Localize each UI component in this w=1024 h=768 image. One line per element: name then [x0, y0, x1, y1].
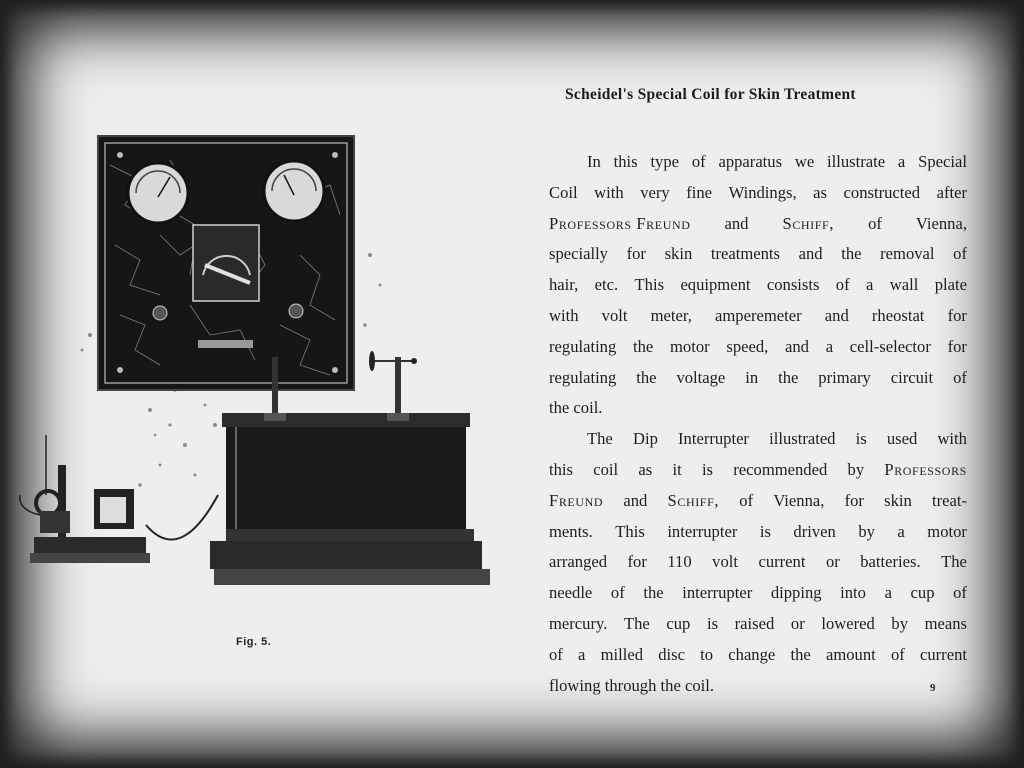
text-word: treatments — [710, 244, 781, 264]
text-word: needle — [549, 583, 593, 603]
text-word: primary — [818, 367, 871, 387]
text-word: regulating — [549, 367, 617, 387]
text-word: we — [794, 152, 815, 171]
text-word: plate — [934, 275, 967, 295]
text-line — [549, 332, 967, 363]
text-word: constructed — [843, 182, 921, 202]
text-word: 110 — [667, 552, 692, 572]
small-caps-name: Professors Freund — [549, 213, 691, 233]
text-word: Vienna, — [773, 490, 825, 510]
text-line — [549, 301, 967, 332]
text-word: Coil — [549, 182, 578, 202]
text-word: consists — [766, 275, 820, 295]
text-line — [549, 393, 967, 424]
text-word: after — [936, 182, 967, 202]
text-word: etc. — [594, 275, 619, 295]
text-word: of — [953, 244, 967, 264]
text-word: with — [549, 305, 579, 325]
text-word: the — [643, 583, 664, 603]
text-word: a — [578, 644, 586, 664]
text-word: by — [891, 613, 908, 633]
text-word: of — [868, 213, 882, 233]
small-caps-name: Professors — [884, 459, 967, 479]
text-word: of — [953, 367, 967, 387]
text-word: by — [858, 521, 875, 541]
text-word: This — [634, 275, 665, 295]
small-caps-name: Schiff, — [782, 213, 835, 233]
volt-meter-dial — [128, 163, 188, 223]
text-word: speed, — [726, 336, 769, 356]
text-line — [549, 270, 967, 301]
text-word: the — [790, 644, 811, 664]
text-word: of — [691, 152, 706, 171]
text-line — [549, 209, 967, 240]
text-word: it — [672, 459, 682, 479]
text-word: driven — [793, 521, 836, 541]
text-word: The — [623, 613, 650, 633]
text-word: of — [890, 644, 905, 664]
text-word: or — [790, 613, 805, 633]
text-word: hair, — [549, 275, 579, 295]
text-word: amperemeter — [715, 305, 802, 325]
text-word: current — [758, 552, 806, 572]
text-line — [549, 147, 967, 178]
text-word: and — [785, 336, 809, 356]
text-word: a — [866, 275, 874, 295]
text-word: illustrated — [769, 429, 836, 449]
text-line — [549, 547, 967, 578]
text-word: meter, — [650, 305, 692, 325]
text-line — [549, 609, 967, 640]
text-line — [549, 424, 967, 455]
text-word: to — [700, 644, 714, 664]
text-word: lowered — [821, 613, 875, 633]
text-word: this — [613, 152, 638, 171]
text-line — [549, 640, 967, 671]
text-word: the — [633, 336, 654, 356]
text-word: for — [626, 244, 646, 264]
text-word: the — [636, 367, 657, 387]
text-word: into — [840, 583, 866, 603]
text-word: volt — [601, 305, 628, 325]
text-word: is — [706, 613, 719, 633]
text-word: is — [701, 459, 714, 479]
text-word: wall — [889, 275, 919, 295]
text-word: amount — [825, 644, 876, 664]
text-line — [549, 455, 967, 486]
text-word: disc — [658, 644, 685, 664]
text-word: a — [825, 336, 834, 356]
text-word: In — [587, 152, 601, 171]
text-word: raised — [734, 613, 775, 633]
text-word: current — [919, 644, 967, 664]
text-word: Special — [918, 152, 967, 171]
text-line — [549, 671, 967, 702]
text-word: the — [778, 367, 799, 387]
text-word: milled — [600, 644, 644, 664]
text-line — [549, 517, 967, 548]
text-word: interrupter — [682, 583, 753, 603]
text-word: for — [627, 552, 647, 572]
text-word: equipment — [680, 275, 751, 295]
text-word: voltage — [676, 367, 726, 387]
text-word: very — [640, 182, 670, 202]
text-word: a — [897, 152, 906, 171]
text-word: apparatus — [718, 152, 783, 171]
text-word: interrupter — [667, 521, 738, 541]
text-word: change — [728, 644, 776, 664]
text-run: the coil. — [549, 398, 603, 418]
text-word: with — [937, 429, 967, 449]
text-word: for — [844, 490, 864, 510]
text-word: coil — [593, 459, 619, 479]
text-word: regulating — [549, 336, 617, 356]
text-word: rheostat — [871, 305, 925, 325]
text-word: mercury. — [549, 613, 608, 633]
text-word: The — [587, 429, 613, 449]
text-word: illustrate — [827, 152, 886, 171]
text-word: of — [835, 275, 850, 295]
text-word: motor — [670, 336, 710, 356]
text-word: means — [924, 613, 967, 633]
text-word: and — [623, 490, 648, 510]
text-word: with — [594, 182, 624, 202]
text-word: and — [798, 244, 823, 264]
text-word: as — [638, 459, 653, 479]
text-word: by — [847, 459, 865, 479]
text-word: skin — [664, 244, 693, 264]
text-word: of — [953, 583, 967, 603]
text-word: recommended — [733, 459, 828, 479]
text-line — [549, 578, 967, 609]
text-word: of — [610, 583, 625, 603]
text-word: of — [739, 490, 754, 510]
body-text — [549, 147, 967, 701]
paragraph-1 — [549, 147, 967, 424]
text-word: dipping — [770, 583, 822, 603]
wall-plate — [98, 136, 354, 390]
text-word: motor — [927, 521, 967, 541]
text-word: cup — [910, 583, 935, 603]
text-word: volt — [712, 552, 738, 572]
text-word: This — [615, 521, 645, 541]
text-line — [549, 486, 967, 517]
text-word: a — [884, 583, 892, 603]
text-word: for — [947, 336, 967, 356]
text-word: treat- — [931, 490, 967, 510]
text-line — [549, 239, 967, 270]
text-word: this — [549, 459, 573, 479]
text-word: is — [855, 429, 867, 449]
text-word: cup — [666, 613, 691, 633]
paragraph-2 — [549, 424, 967, 701]
text-word: as — [813, 182, 827, 202]
text-word: Dip — [632, 429, 658, 449]
text-word: circuit — [890, 367, 934, 387]
text-word: or — [825, 552, 840, 572]
amperemeter-dial — [264, 161, 324, 221]
text-word: type — [650, 152, 680, 171]
page-heading: Scheidel's Special Coil for Skin Treatment — [565, 86, 856, 103]
text-word: specially — [549, 244, 608, 264]
text-word: fine — [686, 182, 713, 202]
dip-interrupter — [20, 435, 218, 563]
text-word: removal — [880, 244, 935, 264]
text-line — [549, 363, 967, 394]
text-word: used — [886, 429, 918, 449]
apparatus-illustration — [10, 125, 510, 605]
text-word: ments. — [549, 521, 593, 541]
text-word: for — [947, 305, 967, 325]
text-word: batteries. — [860, 552, 921, 572]
text-run: flowing through the coil. — [549, 675, 714, 695]
small-caps-name: Freund — [549, 490, 604, 510]
text-word: Windings, — [728, 182, 797, 202]
page-number: 9 — [930, 682, 936, 694]
text-word: skin — [884, 490, 912, 510]
text-word: in — [745, 367, 759, 387]
text-word: cell-selector — [849, 336, 931, 356]
text-word: is — [759, 521, 771, 541]
text-word: and — [724, 213, 749, 233]
text-word: Vienna, — [915, 213, 967, 233]
text-word: the — [841, 244, 862, 264]
rheostat — [193, 225, 259, 301]
small-caps-name: Schiff, — [667, 490, 720, 510]
figure-caption: Fig. 5. — [236, 636, 272, 648]
text-word: Interrupter — [678, 429, 749, 449]
text-word: of — [549, 644, 563, 664]
text-word: and — [824, 305, 849, 325]
text-word: The — [941, 552, 967, 572]
text-word: a — [897, 521, 905, 541]
text-line — [549, 178, 967, 209]
text-word: arranged — [549, 552, 608, 572]
